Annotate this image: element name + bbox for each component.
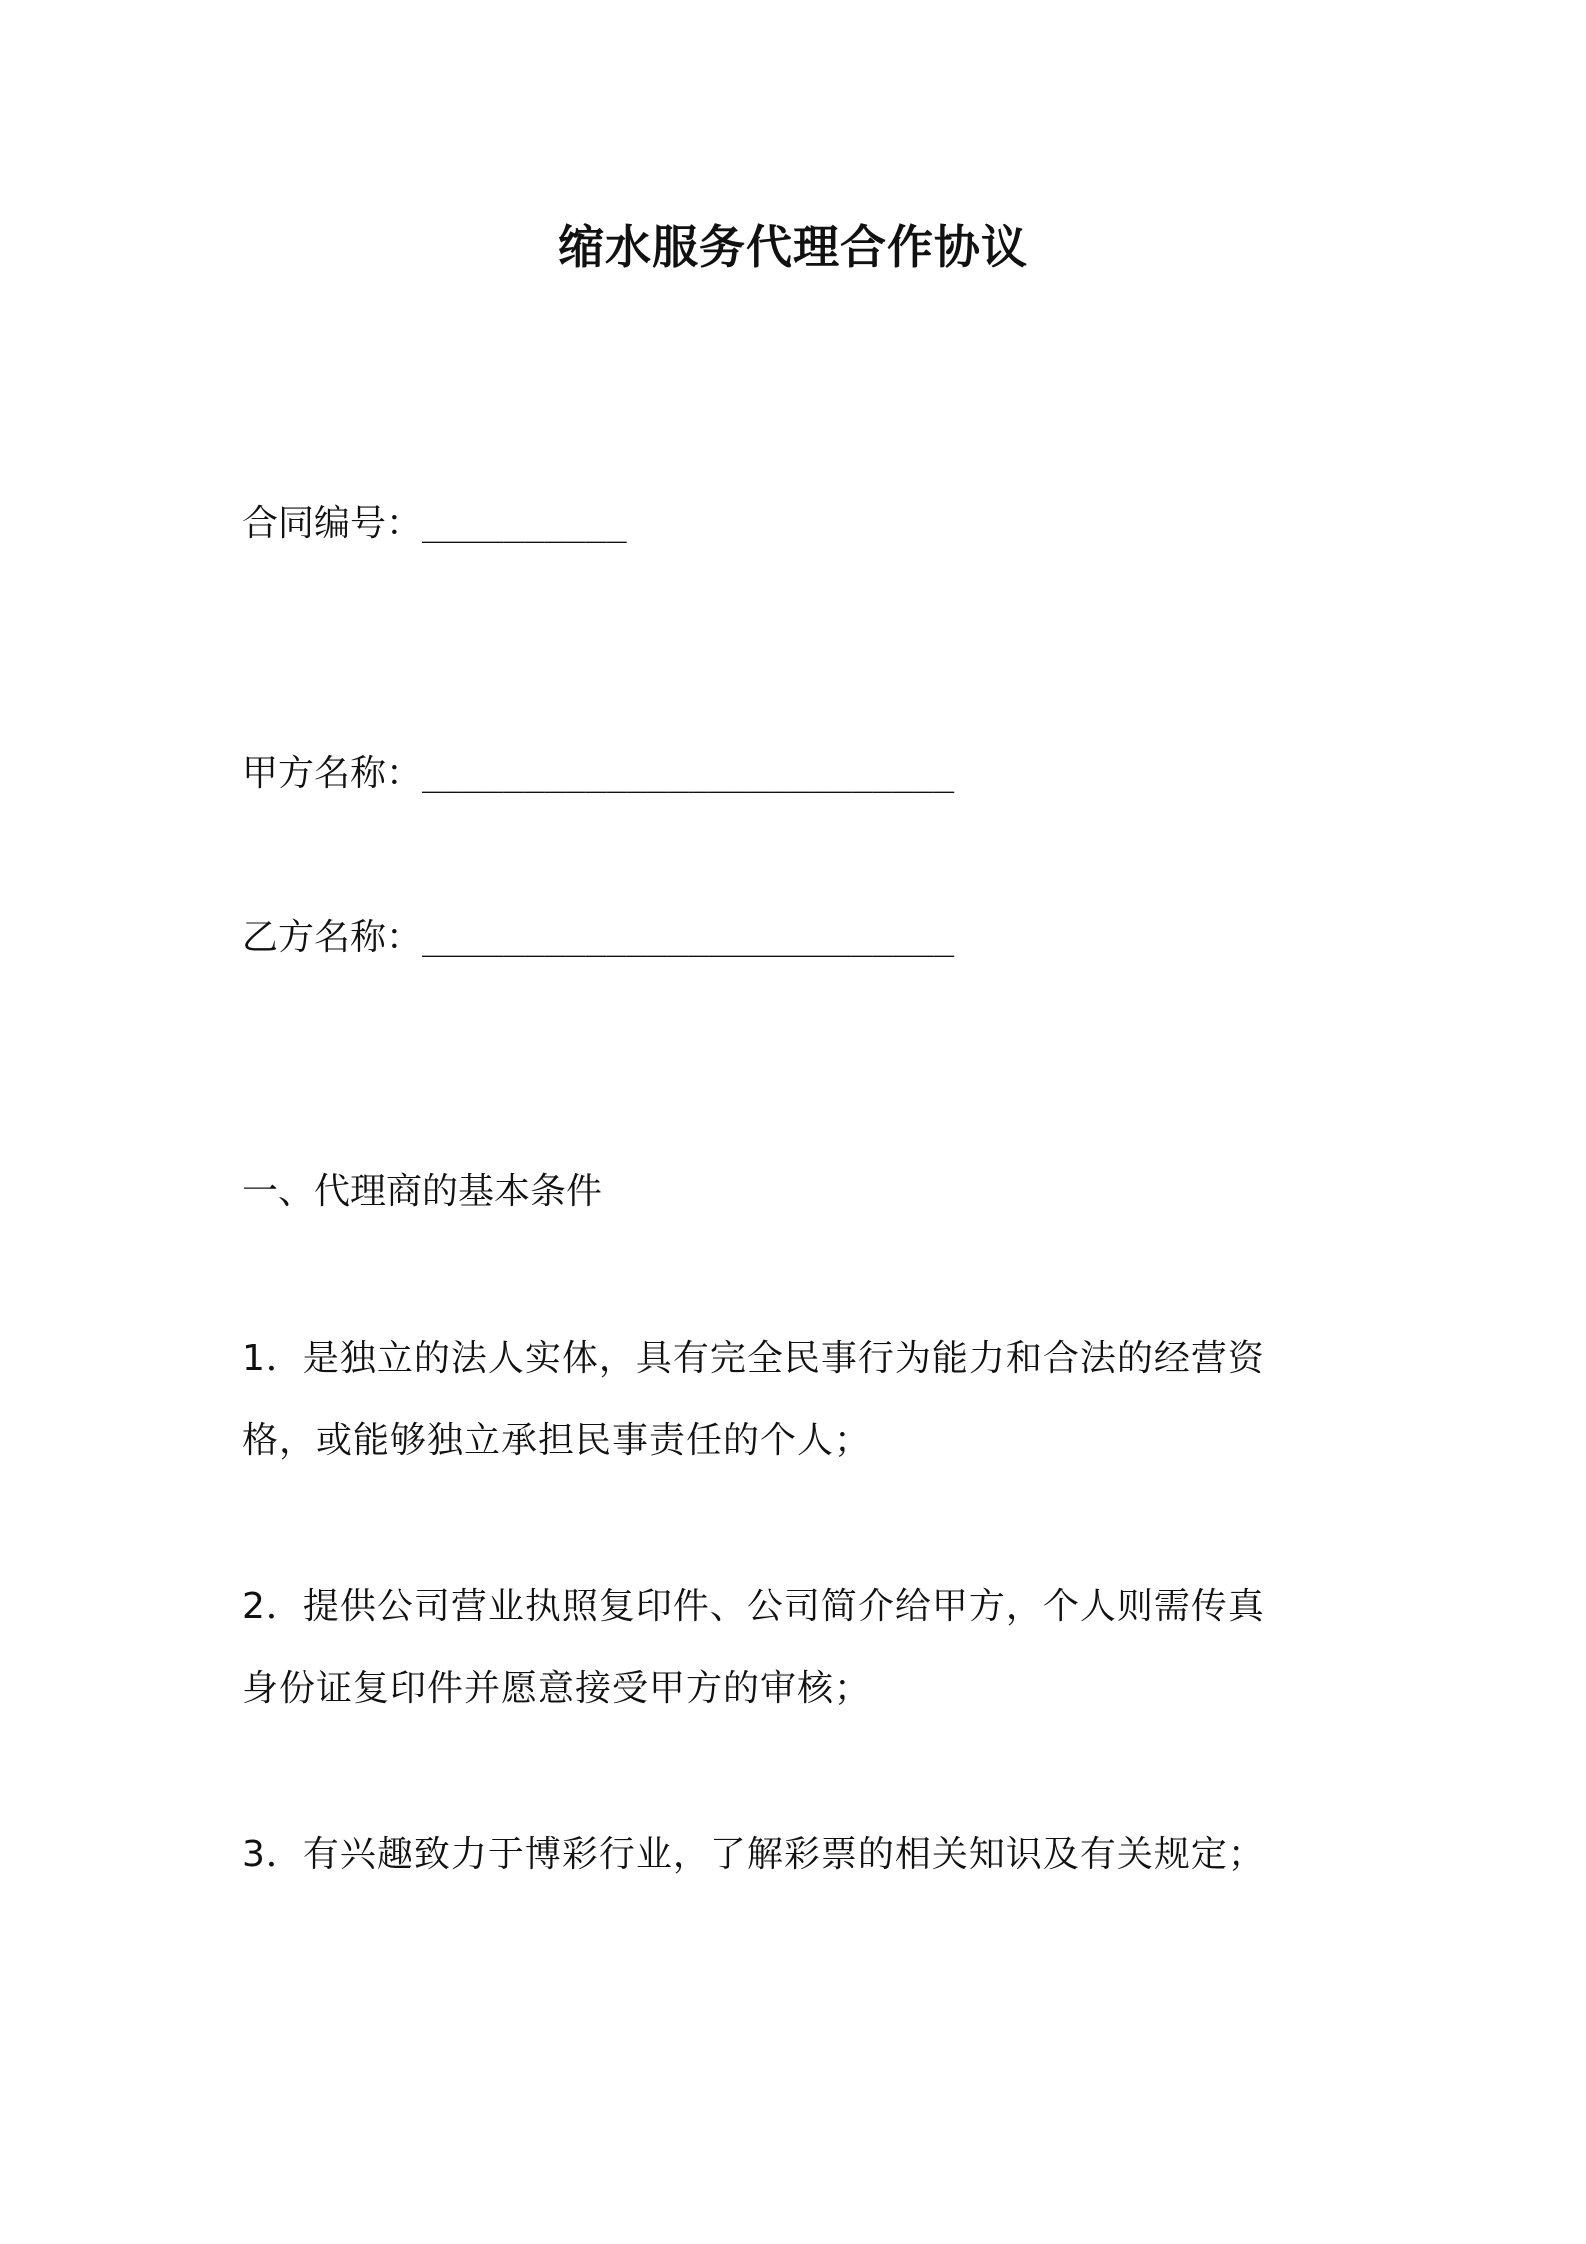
section-1-heading: 一、代理商的基本条件 bbox=[242, 1171, 603, 1212]
clause-1 bbox=[242, 1318, 1362, 1482]
party-a-row bbox=[242, 744, 954, 804]
contract-number-label: 合同编号： bbox=[242, 503, 423, 544]
party-a-label: 甲方名称： bbox=[242, 753, 423, 794]
clause-3 bbox=[242, 1814, 1362, 1896]
party-b-blank: __________________________ bbox=[422, 918, 955, 958]
document-title: 缩水服务代理合作协议 bbox=[558, 220, 1028, 274]
clause-2-line-2: 身份证复印件并愿意接受甲方的审核； bbox=[242, 1668, 872, 1709]
contract-number-row bbox=[242, 494, 627, 554]
clause-1-line-1: 1．是独立的法人实体，具有完全民事行为能力和合法的经营资 bbox=[242, 1338, 1265, 1379]
contract-number-blank: __________ bbox=[422, 504, 627, 544]
clause-1-line-2: 格，或能够独立承担民事责任的个人； bbox=[242, 1420, 872, 1461]
clause-2-line-1: 2．提供公司营业执照复印件、公司简介给甲方，个人则需传真 bbox=[242, 1586, 1265, 1627]
clause-3-line-1: 3．有兴趣致力于博彩行业，了解彩票的相关知识及有关规定； bbox=[242, 1834, 1265, 1875]
party-b-row bbox=[242, 908, 954, 968]
clause-2 bbox=[242, 1566, 1362, 1730]
party-a-blank: __________________________ bbox=[422, 754, 955, 794]
party-b-label: 乙方名称： bbox=[242, 917, 423, 958]
